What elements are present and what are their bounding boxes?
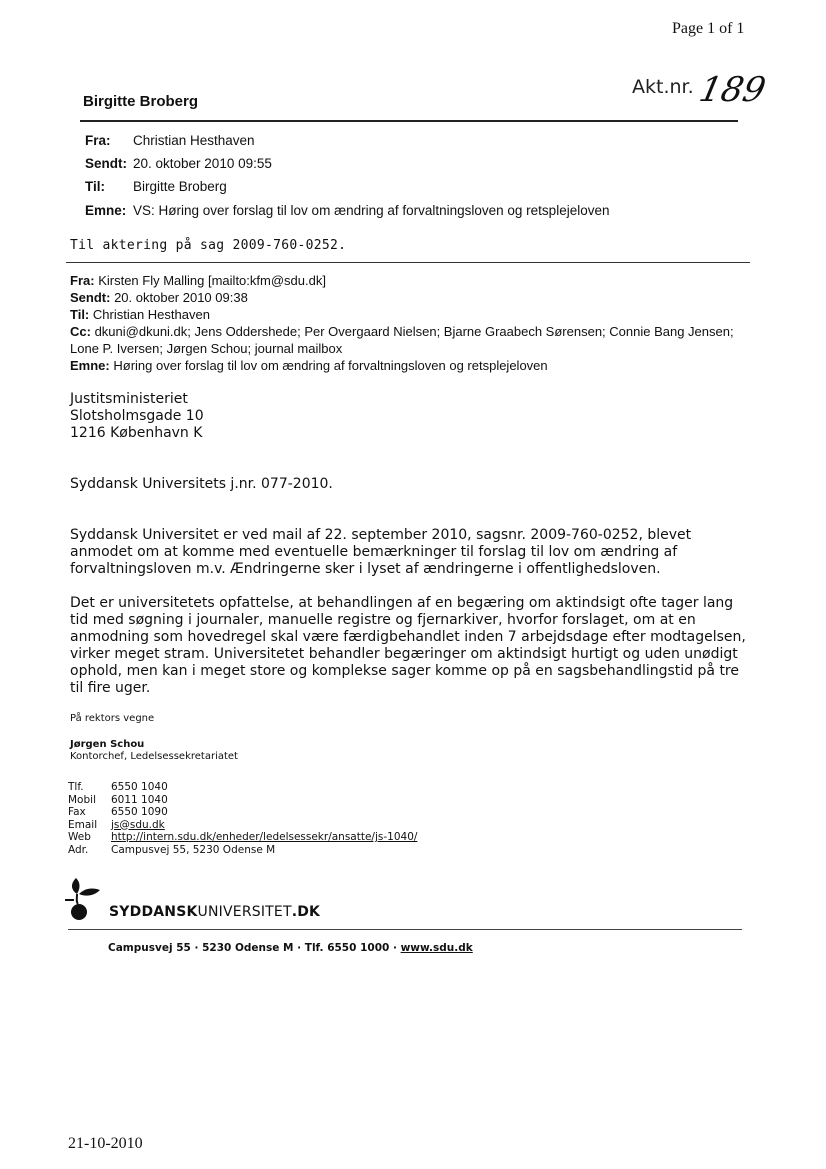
fwd-sent-value: 20. oktober 2010 09:38 <box>114 290 248 305</box>
address-line: Justitsministeriet <box>70 391 188 407</box>
footer-text: Campusvej 55 · 5230 Odense M · Tlf. 6550 1000 · <box>108 942 401 954</box>
fwd-from-value: Kirsten Fly Malling [mailto:kfm@sdu.dk] <box>98 273 326 288</box>
contact-mobile <box>68 794 417 807</box>
akt-number: 189 <box>695 70 770 110</box>
contact-email <box>68 819 417 832</box>
signer-title: Kontorchef, Ledelsessekretariatet <box>70 751 238 762</box>
email-from <box>85 133 255 148</box>
contact-value: Campusvej 55, 5230 Odense M <box>111 843 276 856</box>
fwd-subject <box>70 357 750 374</box>
footer-link[interactable]: www.sdu.dk <box>400 942 473 954</box>
akt-label: Akt.nr. <box>632 76 694 98</box>
contact-phone <box>68 781 417 794</box>
fwd-subject-value: Høring over forslag til lov om ændring af forvaltningsloven og retsplejeloven <box>113 358 548 373</box>
contact-label: Fax <box>68 806 86 818</box>
fwd-from <box>70 272 750 289</box>
fwd-cc-label: Cc: <box>70 324 91 339</box>
footer-divider <box>68 929 742 930</box>
wordmark-part: UNIVERSITET <box>197 904 292 920</box>
signer-name: Jørgen Schou <box>70 739 145 750</box>
wordmark-part: SYDDANSK <box>109 904 198 920</box>
fwd-subject-label: Emne: <box>70 358 110 373</box>
print-date: 21-10-2010 <box>68 1135 143 1152</box>
contact-label: Email <box>68 818 98 831</box>
fwd-sent-label: Sendt: <box>70 290 111 305</box>
contact-block <box>68 781 417 856</box>
contact-fax <box>68 806 417 819</box>
filing-note: Til aktering på sag 2009-760-0252. <box>70 238 347 253</box>
from-label: Fra: <box>85 133 111 148</box>
paragraph-2: Det er universitetets opfattelse, at behandlingen af en begæring om aktindsigt ofte tager lang tid med søgning i journaler, manuelle registre og fjernarkiver, hvorfor forslaget, om at en anmodning som hovedregel skal være færdigbehandlet inden 7 arbejdsdage efter modtagelsen, virker meget stram. Universitetet behandler begæringer om aktindsigt hurtigt og uden unødigt ophold, men kan i meget store og komplekse sager komme op på en sagsbehandlingstid på tre til fire uger. <box>70 595 746 696</box>
fwd-cc-value: dkuni@dkuni.dk; Jens Oddershede; Per Overgaard Nielsen; Bjarne Graabech Sørensen; Connie Bang Jensen; Lone P. Iversen; Jørgen Schou; journal mailbox <box>70 324 734 356</box>
sdu-leaf-logo-icon <box>62 876 106 922</box>
email-subject <box>85 203 609 218</box>
contact-value: 6011 1040 <box>111 793 168 806</box>
journal-number: Syddansk Universitets j.nr. 077-2010. <box>70 476 333 492</box>
sdu-wordmark <box>109 904 320 920</box>
footer-address <box>108 942 473 954</box>
contact-web <box>68 831 417 844</box>
mailbox-owner: Birgitte Broberg <box>83 93 199 110</box>
subject-value: VS: Høring over forslag til lov om ændring af forvaltningsloven og retsplejeloven <box>133 203 610 218</box>
subject-label: Emne: <box>85 203 127 218</box>
header-divider <box>80 120 738 122</box>
email-to <box>85 179 227 194</box>
to-value: Birgitte Broberg <box>133 179 227 194</box>
fwd-cc <box>70 323 750 357</box>
email-link[interactable]: js@sdu.dk <box>111 818 165 831</box>
from-value: Christian Hesthaven <box>133 133 255 148</box>
fwd-to-label: Til: <box>70 307 90 322</box>
email-sent <box>85 156 272 171</box>
to-label: Til: <box>85 179 105 194</box>
fwd-to <box>70 306 750 323</box>
page-number: Page 1 of 1 <box>672 20 745 37</box>
wordmark-part: .DK <box>291 904 321 920</box>
contact-label: Mobil <box>68 793 96 806</box>
fwd-sent <box>70 289 750 306</box>
web-link[interactable]: http://intern.sdu.dk/enheder/ledelsessekr/ansatte/js-1040/ <box>111 831 418 843</box>
sent-label: Sendt: <box>85 156 127 171</box>
contact-label: Web <box>68 831 91 843</box>
fwd-to-value: Christian Hesthaven <box>92 307 210 322</box>
fwd-from-label: Fra: <box>70 273 95 288</box>
sent-value: 20. oktober 2010 09:55 <box>133 156 272 171</box>
contact-value: 6550 1090 <box>111 806 168 818</box>
address-line: 1216 København K <box>70 425 203 441</box>
paragraph-1: Syddansk Universitet er ved mail af 22. september 2010, sagsnr. 2009-760-0252, blevet anmodet om at komme med eventuelle bemærkninger til forslag til lov om ændring af forvaltningsloven m.v. Ændringerne sker i lyset af ændringerne i offentlighedsloven. <box>70 527 692 577</box>
contact-label: Adr. <box>68 843 89 856</box>
forward-divider <box>66 262 750 263</box>
contact-address <box>68 844 417 857</box>
address-line: Slotsholmsgade 10 <box>70 408 204 424</box>
recipient-address <box>70 391 750 442</box>
contact-label: Tlf. <box>68 781 84 793</box>
signoff: På rektors vegne <box>70 713 155 724</box>
contact-value: 6550 1040 <box>111 781 168 793</box>
